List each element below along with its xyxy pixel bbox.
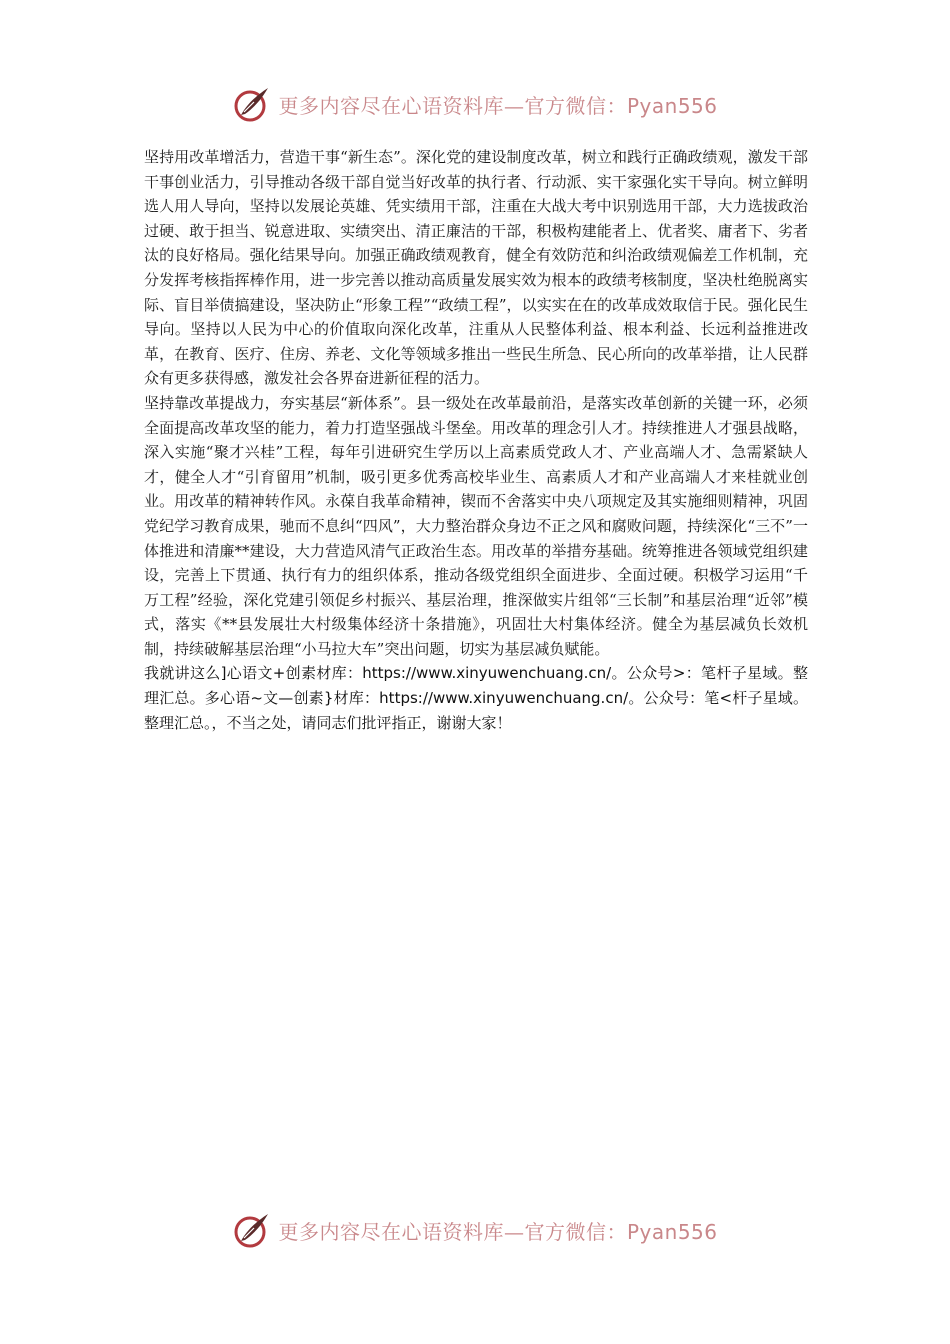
watermark-text	[278, 1216, 717, 1245]
watermark-cn-text: 更多内容尽在心语资料库—官方微信：	[278, 93, 627, 118]
watermark-text	[278, 90, 717, 119]
quill-logo-icon	[232, 1210, 272, 1250]
quill-logo-icon	[232, 84, 272, 124]
watermark-id-text: Pyan556	[626, 1219, 718, 1244]
watermark-footer	[0, 1208, 950, 1252]
body-paragraph-2: 坚持靠改革提战力，夯实基层“新体系”。县一级处在改革最前沿，是落实改革创新的关键一环，必须全面提高改革攻坚的能力，着力打造坚强战斗堡垒。用改革的理念引人才。持续推进人才强县战略，深入实施“聚才兴桂”工程，每年引进研究生学历以上高素质党政人才、产业高端人才、急需紧缺人才，健全人才“引育留用”机制，吸引更多优秀高校毕业生、高素质人才和产业高端人才来桂就业创业。用改革的精神转作风。永葆自我革命精神，锲而不舍落实中央八项规定及其实施细则精神，巩固党纪学习教育成果，驰而不息纠“四风”，大力整治群众身边不正之风和腐败问题，持续深化“三不”一体推进和清廉**建设，大力营造风清气正政治生态。用改革的举措夯基础。统筹推进各领域党组织建设，完善上下贯通、执行有力的组织体系，推动各级党组织全面进步、全面过硬。积极学习运用“千万工程”经验，深化党建引领促乡村振兴、基层治理，推深做实片组邻“三长制”和基层治理“近邻”模式，落实《**县发展壮大村级集体经济十条措施》，巩固壮大村集体经济。健全为基层减负长效机制，持续破解基层治理“小马拉大车”突出问题，切实为基层减负赋能。	[144, 393, 808, 658]
watermark-header	[0, 82, 950, 126]
document-body	[144, 145, 808, 735]
watermark-id-text: Pyan556	[626, 93, 718, 118]
body-paragraph-1: 坚持用改革增活力，营造干事“新生态”。深化党的建设制度改革，树立和践行正确政绩观，激发干部干事创业活力，引导推动各级干部自觉当好改革的执行者、行动派、实干家强化实干导向。树立鲜明选人用人导向，坚持以发展论英雄、凭实绩用干部，注重在大战大考中识别选用干部，大力选拔政治过硬、敢于担当、锐意进取、实绩突出、清正廉洁的干部，积极构建能者上、优者奖、庸者下、劣者汰的良好格局。强化结果导向。加强正确政绩观教育，健全有效防范和纠治政绩观偏差工作机制，充分发挥考核指挥棒作用，进一步完善以推动高质量发展实效为根本的政绩考核制度，坚决杜绝脱离实际、盲目举债搞建设，坚决防止“形象工程”“政绩工程”，以实实在在的改革成效取信于民。强化民生导向。坚持以人民为中心的价值取向深化改革，注重从人民整体利益、根本利益、长远利益推进改革，在教育、医疗、住房、养老、文化等领域多推出一些民生所急、民心所向的改革举措，让人民群众有更多获得感，激发社会各界奋进新征程的活力。	[144, 148, 808, 388]
watermark-cn-text: 更多内容尽在心语资料库—官方微信：	[278, 1219, 627, 1244]
closing-remarks: 我就讲这么]心语文+创素材库：https://www.xinyuwenchuang.cn/。公众号>：笔杆子星域。整理汇总。多心语~文—创素}材库：https://www.xinyuwenchuang.cn/。公众号：笔<杆子星域。整理汇总。，不当之处，请同志们批评指正，谢谢大家！	[144, 664, 808, 732]
